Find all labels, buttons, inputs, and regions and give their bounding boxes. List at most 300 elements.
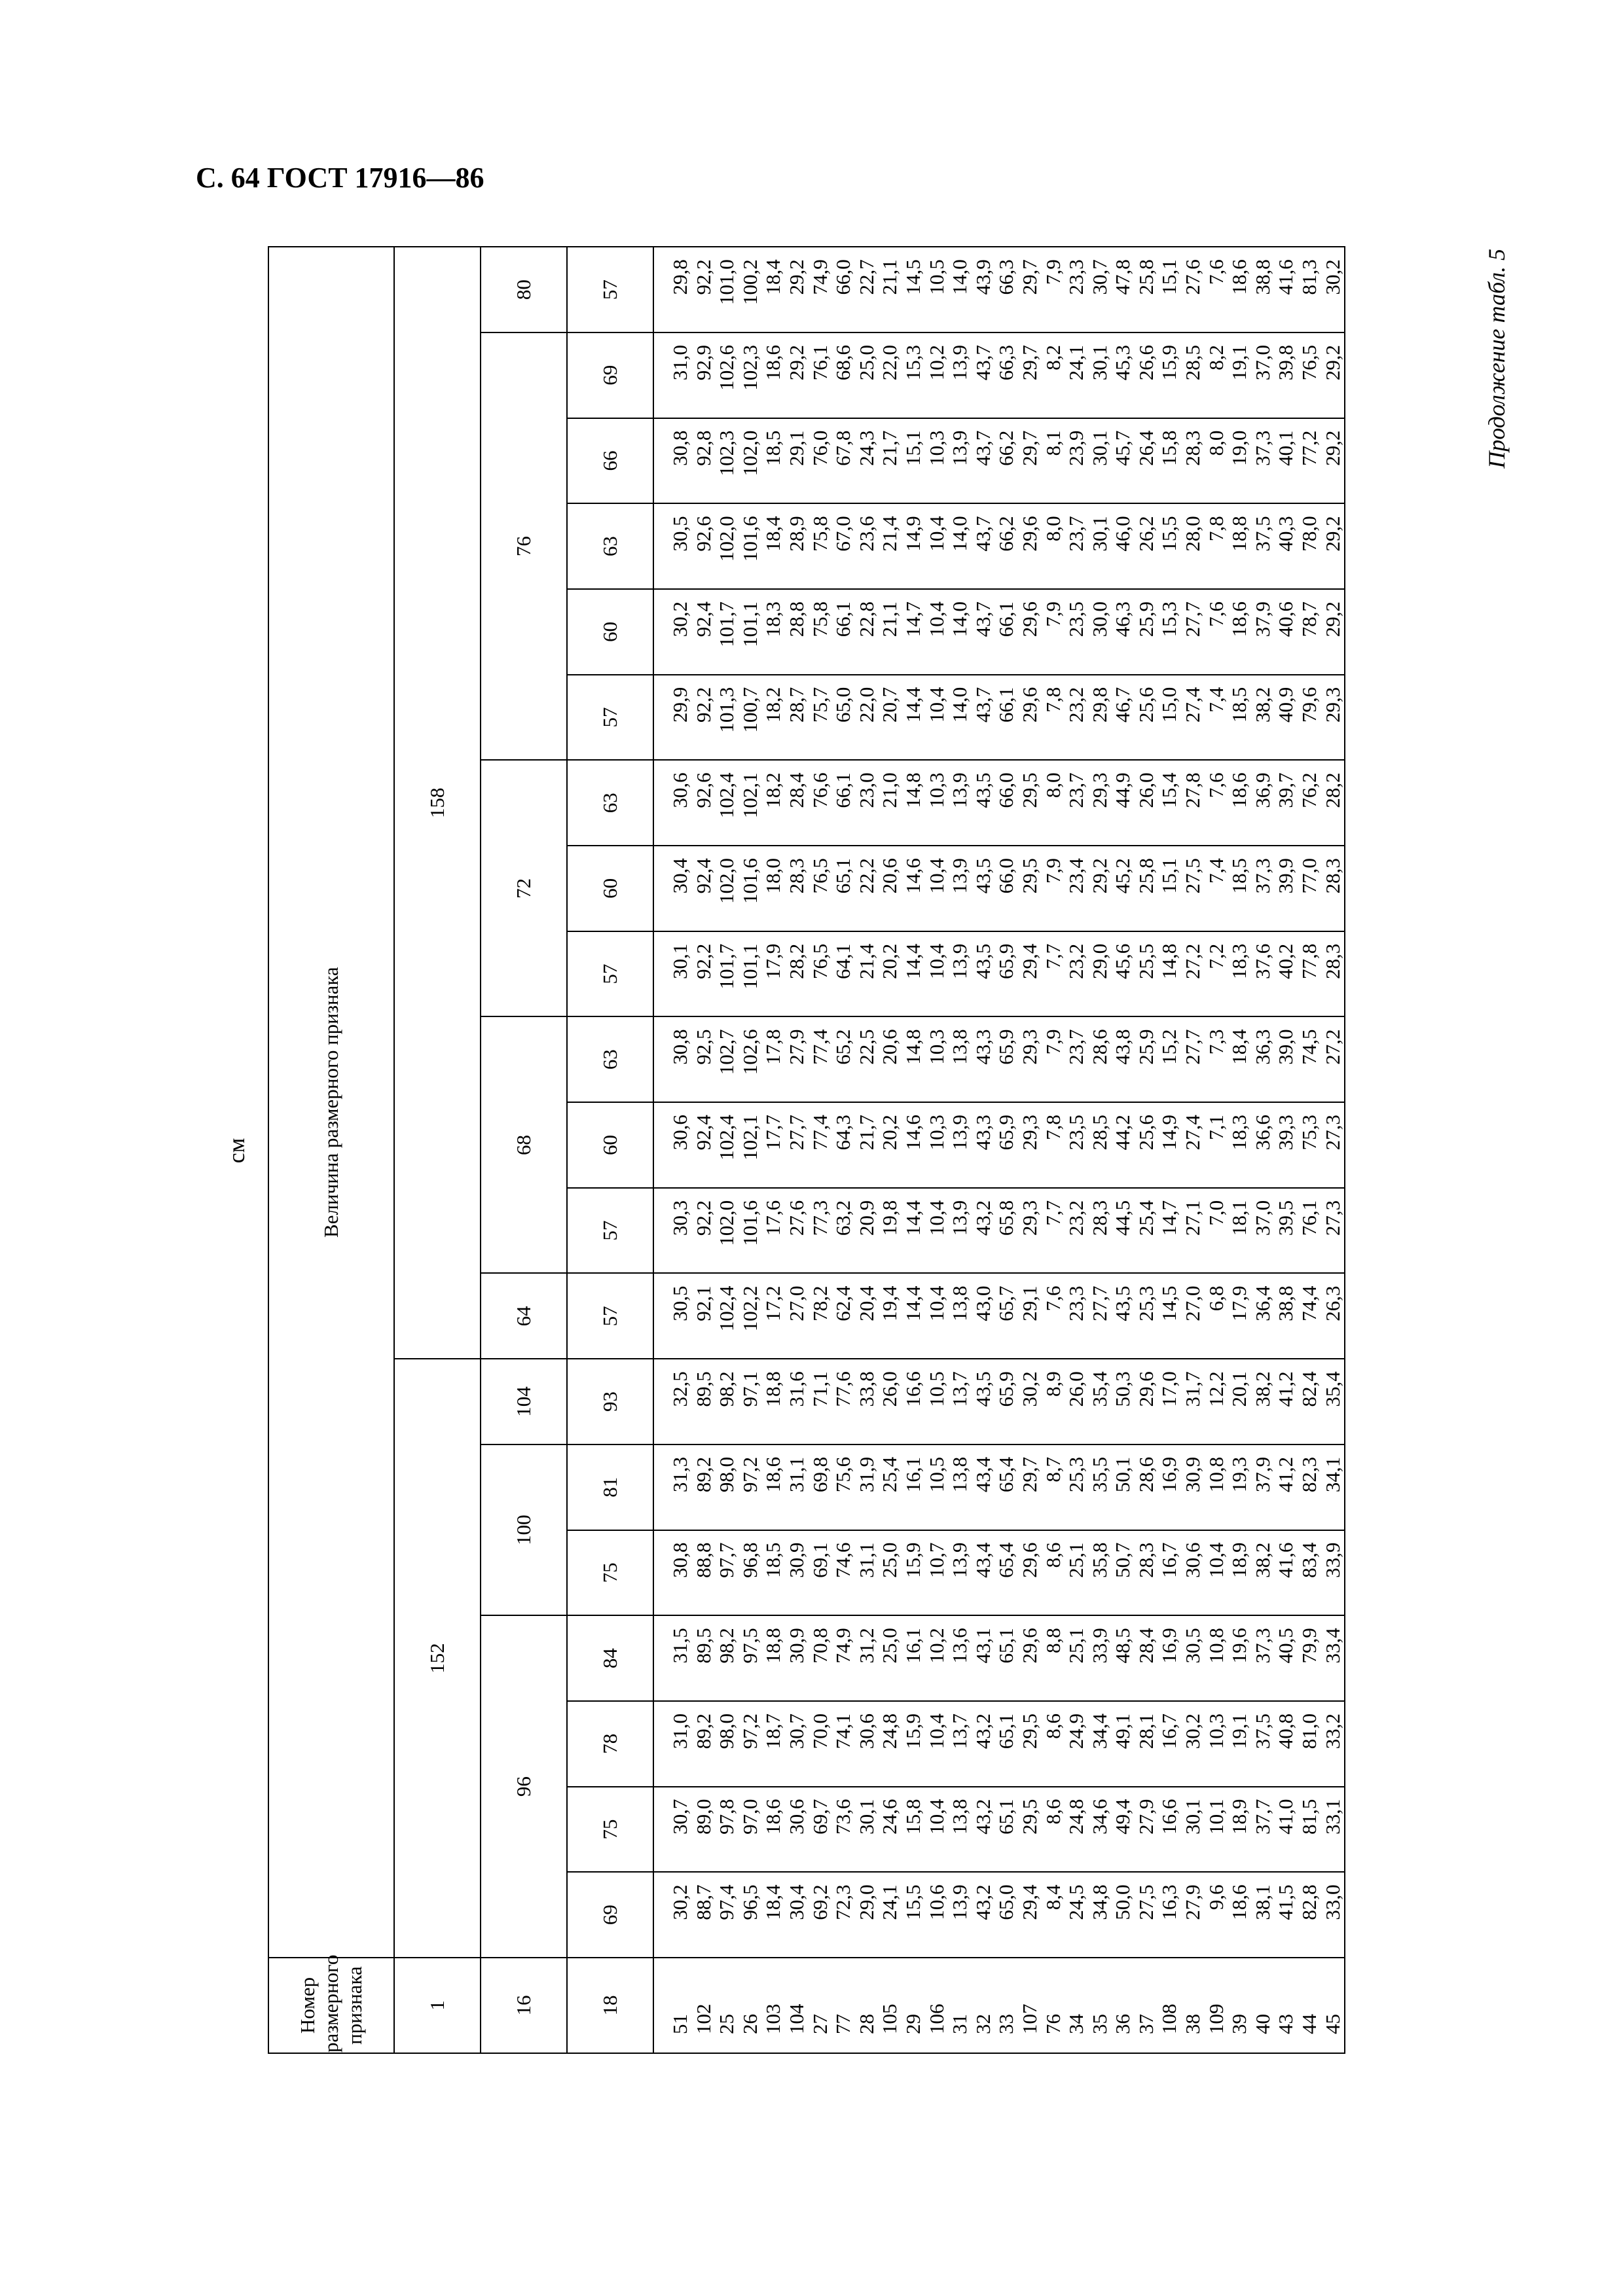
value-cell: 24,3 [855,418,879,504]
table-row [1181,247,1205,2053]
value-cell: 25,0 [878,1615,902,1701]
value-cell: 22,5 [855,1016,879,1102]
table-row [1018,247,1042,2053]
value-cell: 29,5 [1018,846,1042,931]
value-cell: 29,8 [653,247,692,332]
value-cell: 6,8 [1205,1274,1228,1359]
value-cell: 21,4 [878,503,902,589]
value-cell: 18,6 [761,332,785,418]
value-cell: 102,1 [739,760,762,846]
value-cell: 29,1 [1018,1274,1042,1359]
value-cell: 101,3 [715,675,739,761]
value-cell: 102,7 [715,1016,739,1102]
value-cell: 14,7 [1158,1188,1181,1274]
value-cell: 24,5 [1065,1872,1088,1958]
value-cell: 21,4 [855,931,879,1017]
value-cell: 30,2 [653,1872,692,1958]
level2-header-100: 100 [481,1444,567,1615]
value-cell: 30,4 [653,846,692,931]
value-cell: 7,1 [1205,1102,1228,1188]
value-cell: 7,7 [1042,931,1065,1017]
value-cell: 27,7 [1088,1274,1112,1359]
table-body [653,247,1345,2053]
value-cell: 20,2 [878,1102,902,1188]
value-cell: 66,1 [994,675,1018,761]
value-cell: 15,1 [1158,846,1181,931]
value-cell: 13,9 [948,846,972,931]
value-cell: 33,2 [1321,1701,1345,1787]
value-cell: 92,6 [692,760,716,846]
value-cell: 35,4 [1321,1359,1345,1444]
value-cell: 12,2 [1205,1359,1228,1444]
value-cell: 25,9 [1135,589,1158,675]
value-cell: 65,1 [994,1615,1018,1701]
value-cell: 26,0 [1135,760,1158,846]
value-cell: 92,2 [692,247,716,332]
value-cell: 21,1 [878,247,902,332]
level1-label: 1 [394,1958,481,2053]
value-cell: 69,7 [809,1787,832,1873]
level2-header-96: 96 [481,1615,567,1958]
value-cell: 30,5 [653,503,692,589]
table-row [739,247,762,2053]
value-cell: 43,5 [972,760,995,846]
value-cell: 27,4 [1181,1102,1205,1188]
value-cell: 28,3 [1321,846,1345,931]
value-cell: 21,7 [878,418,902,504]
value-cell: 77,4 [809,1016,832,1102]
value-cell: 17,7 [761,1102,785,1188]
value-cell: 76,2 [1298,760,1321,846]
level2-header-68: 68 [481,1016,567,1273]
value-cell: 38,8 [1251,247,1275,332]
value-cell: 13,9 [948,332,972,418]
value-cell: 67,0 [831,503,855,589]
value-cell: 37,0 [1251,332,1275,418]
value-cell: 10,7 [925,1530,949,1616]
value-cell: 37,9 [1251,589,1275,675]
value-cell: 8,6 [1042,1787,1065,1873]
value-cell: 24,8 [1065,1787,1088,1873]
value-cell: 45,3 [1111,332,1135,418]
value-cell: 40,1 [1274,418,1298,504]
value-cell: 81,5 [1298,1787,1321,1873]
value-cell: 29,0 [1088,931,1112,1017]
value-cell: 43,5 [972,846,995,931]
value-cell: 92,4 [692,1102,716,1188]
value-cell: 43,4 [972,1530,995,1616]
value-cell: 75,8 [809,589,832,675]
value-cell: 65,7 [994,1274,1018,1359]
value-cell: 92,4 [692,846,716,931]
value-cell: 97,4 [715,1872,739,1958]
value-cell: 14,4 [902,1274,925,1359]
value-cell: 27,0 [1181,1274,1205,1359]
value-cell: 65,1 [994,1787,1018,1873]
value-cell: 27,5 [1135,1872,1158,1958]
value-cell: 15,3 [902,332,925,418]
value-cell: 18,5 [1228,846,1251,931]
value-cell: 30,5 [653,1274,692,1359]
value-cell: 7,6 [1205,589,1228,675]
table-row [878,247,902,2053]
value-cell: 25,0 [855,332,879,418]
value-cell: 40,5 [1274,1615,1298,1701]
value-cell: 65,9 [994,931,1018,1017]
level2-header-80: 80 [481,247,567,332]
value-cell: 13,9 [948,1872,972,1958]
value-cell: 92,9 [692,332,716,418]
value-cell: 102,0 [739,418,762,504]
value-cell: 27,2 [1321,1016,1345,1102]
value-cell: 38,2 [1251,1530,1275,1616]
value-cell: 43,3 [972,1016,995,1102]
value-cell: 39,3 [1274,1102,1298,1188]
value-cell: 47,8 [1111,247,1135,332]
value-cell: 27,6 [1181,247,1205,332]
value-cell: 40,9 [1274,675,1298,761]
value-cell: 30,6 [855,1701,879,1787]
value-cell: 35,5 [1088,1444,1112,1530]
value-cell: 35,8 [1088,1530,1112,1616]
level3-label: 18 [567,1958,653,2053]
table-row [831,247,855,2053]
value-cell: 29,7 [1018,418,1042,504]
level3-header: 60 [567,589,653,675]
value-cell: 37,7 [1251,1787,1275,1873]
value-cell: 20,6 [878,846,902,931]
value-cell: 28,2 [1321,760,1345,846]
row-number-cell: 37 [1135,1958,1158,2053]
value-cell: 34,8 [1088,1872,1112,1958]
value-cell: 49,4 [1111,1787,1135,1873]
value-cell: 102,0 [715,503,739,589]
value-cell: 65,9 [994,1359,1018,1444]
level1-header-152: 152 [394,1359,481,1958]
row-number-cell: 36 [1111,1958,1135,2053]
value-cell: 25,4 [1135,1188,1158,1274]
value-cell: 30,2 [1181,1701,1205,1787]
value-cell: 76,5 [809,846,832,931]
value-cell: 14,7 [902,589,925,675]
value-cell: 66,1 [831,760,855,846]
value-cell: 15,5 [1158,503,1181,589]
value-cell: 10,4 [925,1787,949,1873]
value-cell: 28,3 [1181,418,1205,504]
value-cell: 10,3 [925,760,949,846]
value-cell: 70,0 [809,1701,832,1787]
value-cell: 37,9 [1251,1444,1275,1530]
value-cell: 39,9 [1274,846,1298,931]
value-cell: 7,2 [1205,931,1228,1017]
value-cell: 14,9 [1158,1102,1181,1188]
value-cell: 102,6 [739,1016,762,1102]
value-cell: 65,4 [994,1530,1018,1616]
value-cell: 8,0 [1205,418,1228,504]
level3-header: 57 [567,675,653,761]
value-cell: 73,6 [831,1787,855,1873]
value-cell: 102,2 [739,1274,762,1359]
value-cell: 17,9 [1228,1274,1251,1359]
value-cell: 25,3 [1135,1274,1158,1359]
value-cell: 18,3 [1228,931,1251,1017]
value-cell: 25,5 [1135,931,1158,1017]
value-cell: 92,2 [692,1188,716,1274]
value-cell: 29,5 [1018,760,1042,846]
value-cell: 65,0 [994,1872,1018,1958]
value-cell: 16,1 [902,1444,925,1530]
row-number-cell: 103 [761,1958,785,2053]
value-cell: 29,6 [1018,503,1042,589]
value-cell: 36,9 [1251,760,1275,846]
value-cell: 18,6 [761,1787,785,1873]
value-cell: 101,7 [715,589,739,675]
value-cell: 18,9 [1228,1787,1251,1873]
value-cell: 13,9 [948,931,972,1017]
level3-header: 75 [567,1530,653,1616]
value-cell: 18,6 [761,1444,785,1530]
value-cell: 92,2 [692,931,716,1017]
value-cell: 28,1 [1135,1701,1158,1787]
value-cell: 29,4 [1018,1872,1042,1958]
page-header: С. 64 ГОСТ 17916—86 [196,162,484,194]
value-cell: 17,6 [761,1188,785,1274]
table-row [994,247,1018,2053]
value-cell: 82,3 [1298,1444,1321,1530]
size-table [268,246,1345,2054]
level2-header-64: 64 [481,1274,567,1359]
value-cell: 101,6 [739,1188,762,1274]
value-cell: 98,0 [715,1701,739,1787]
value-cell: 41,6 [1274,247,1298,332]
value-cell: 7,8 [1205,503,1228,589]
value-cell: 23,2 [1065,675,1088,761]
value-cell: 66,1 [994,589,1018,675]
table-row [785,247,809,2053]
value-cell: 97,7 [715,1530,739,1616]
value-cell: 34,1 [1321,1444,1345,1530]
row-number-cell: 38 [1181,1958,1205,2053]
value-cell: 44,9 [1111,760,1135,846]
value-cell: 23,5 [1065,589,1088,675]
value-cell: 77,4 [809,1102,832,1188]
value-cell: 37,3 [1251,846,1275,931]
value-cell: 39,8 [1274,332,1298,418]
table-row [1274,247,1298,2053]
value-cell: 65,4 [994,1444,1018,1530]
value-cell: 10,8 [1205,1615,1228,1701]
value-cell: 27,9 [1181,1872,1205,1958]
value-cell: 101,1 [739,931,762,1017]
value-cell: 102,6 [715,332,739,418]
value-cell: 97,2 [739,1701,762,1787]
value-cell: 64,3 [831,1102,855,1188]
value-cell: 100,2 [739,247,762,332]
value-cell: 82,4 [1298,1359,1321,1444]
value-cell: 18,5 [761,418,785,504]
value-cell: 14,4 [902,1188,925,1274]
value-cell: 44,5 [1111,1188,1135,1274]
value-cell: 27,8 [1181,760,1205,846]
value-cell: 96,5 [739,1872,762,1958]
value-cell: 25,8 [1135,247,1158,332]
value-cell: 22,8 [855,589,879,675]
value-cell: 10,3 [1205,1701,1228,1787]
value-cell: 8,9 [1042,1359,1065,1444]
value-cell: 43,2 [972,1701,995,1787]
level3-header: 63 [567,1016,653,1102]
value-cell: 15,4 [1158,760,1181,846]
value-cell: 18,4 [1228,1016,1251,1102]
value-cell: 27,1 [1181,1188,1205,1274]
value-cell: 29,6 [1018,675,1042,761]
value-cell: 43,1 [972,1615,995,1701]
value-cell: 43,2 [972,1872,995,1958]
level2-label: 16 [481,1958,567,2053]
value-cell: 28,3 [785,846,809,931]
value-cell: 10,5 [925,1359,949,1444]
table-row [1321,247,1345,2053]
value-cell: 74,9 [831,1615,855,1701]
value-cell: 36,3 [1251,1016,1275,1102]
value-cell: 30,0 [1088,589,1112,675]
value-cell: 19,0 [1228,418,1251,504]
value-cell: 18,5 [1228,675,1251,761]
value-cell: 45,7 [1111,418,1135,504]
value-cell: 14,8 [1158,931,1181,1017]
value-cell: 21,1 [878,589,902,675]
value-cell: 69,1 [809,1530,832,1616]
value-cell: 29,8 [1088,675,1112,761]
level3-header: 60 [567,1102,653,1188]
value-cell: 30,9 [785,1615,809,1701]
value-cell: 8,2 [1042,332,1065,418]
value-cell: 31,6 [785,1359,809,1444]
value-cell: 14,4 [902,675,925,761]
value-cell: 16,1 [902,1615,925,1701]
value-cell: 7,0 [1205,1188,1228,1274]
value-cell: 27,7 [785,1102,809,1188]
value-cell: 30,2 [1321,247,1345,332]
value-cell: 67,8 [831,418,855,504]
value-cell: 26,0 [1065,1359,1088,1444]
value-cell: 37,0 [1251,1188,1275,1274]
value-cell: 77,0 [1298,846,1321,931]
value-cell: 13,8 [948,1016,972,1102]
value-cell: 76,1 [809,332,832,418]
value-cell: 32,5 [653,1359,692,1444]
value-cell: 25,9 [1135,1016,1158,1102]
value-cell: 31,1 [785,1444,809,1530]
value-cell: 27,6 [785,1188,809,1274]
value-cell: 43,5 [1111,1274,1135,1359]
value-cell: 37,5 [1251,1701,1275,1787]
value-cell: 96,8 [739,1530,762,1616]
value-cell: 76,1 [1298,1188,1321,1274]
value-cell: 10,6 [925,1872,949,1958]
row-number-cell: 40 [1251,1958,1275,2053]
value-cell: 30,1 [1088,332,1112,418]
value-cell: 30,2 [653,589,692,675]
value-cell: 13,9 [948,1188,972,1274]
value-cell: 27,3 [1321,1188,1345,1274]
value-cell: 13,8 [948,1444,972,1530]
value-cell: 23,9 [1065,418,1088,504]
value-cell: 69,2 [809,1872,832,1958]
level3-header: 60 [567,846,653,931]
value-cell: 74,9 [809,247,832,332]
value-cell: 29,2 [1088,846,1112,931]
value-cell: 98,2 [715,1359,739,1444]
value-cell: 101,6 [739,846,762,931]
value-cell: 45,6 [1111,931,1135,1017]
value-cell: 10,4 [925,931,949,1017]
value-cell: 26,0 [878,1359,902,1444]
value-cell: 10,4 [925,503,949,589]
value-cell: 23,7 [1065,1016,1088,1102]
value-cell: 30,6 [653,760,692,846]
value-cell: 33,1 [1321,1787,1345,1873]
value-cell: 29,5 [1018,1787,1042,1873]
value-cell: 18,9 [1228,1530,1251,1616]
value-cell: 30,4 [785,1872,809,1958]
value-cell: 16,3 [1158,1872,1181,1958]
value-cell: 72,3 [831,1872,855,1958]
value-cell: 20,6 [878,1016,902,1102]
value-cell: 27,9 [1135,1787,1158,1873]
value-cell: 88,8 [692,1530,716,1616]
table-row [972,247,995,2053]
value-cell: 20,7 [878,675,902,761]
row-number-cell: 31 [948,1958,972,2053]
value-cell: 34,6 [1088,1787,1112,1873]
value-cell: 65,1 [831,846,855,931]
value-cell: 102,1 [739,1102,762,1188]
value-cell: 15,2 [1158,1016,1181,1102]
value-cell: 89,2 [692,1444,716,1530]
value-cell: 64,1 [831,931,855,1017]
level3-header: 57 [567,247,653,332]
value-cell: 17,2 [761,1274,785,1359]
value-cell: 77,3 [809,1188,832,1274]
value-cell: 101,1 [739,589,762,675]
level3-header: 66 [567,418,653,504]
value-cell: 46,3 [1111,589,1135,675]
value-cell: 66,1 [831,589,855,675]
value-cell: 28,3 [1135,1530,1158,1616]
value-cell: 29,3 [1321,675,1345,761]
value-cell: 39,5 [1274,1188,1298,1274]
value-cell: 75,6 [831,1444,855,1530]
value-cell: 78,7 [1298,589,1321,675]
value-cell: 15,1 [1158,247,1181,332]
value-cell: 92,8 [692,418,716,504]
value-cell: 18,3 [1228,1102,1251,1188]
value-cell: 23,3 [1065,247,1088,332]
value-cell: 10,5 [925,1444,949,1530]
table-header [268,247,653,2053]
row-number-cell: 34 [1065,1958,1088,2053]
value-cell: 18,3 [761,589,785,675]
value-cell: 28,8 [785,589,809,675]
value-cell: 18,6 [1228,589,1251,675]
value-cell: 46,0 [1111,503,1135,589]
value-cell: 63,2 [831,1188,855,1274]
value-cell: 36,6 [1251,1102,1275,1188]
value-cell: 46,7 [1111,675,1135,761]
value-cell: 7,9 [1042,247,1065,332]
value-cell: 97,1 [739,1359,762,1444]
